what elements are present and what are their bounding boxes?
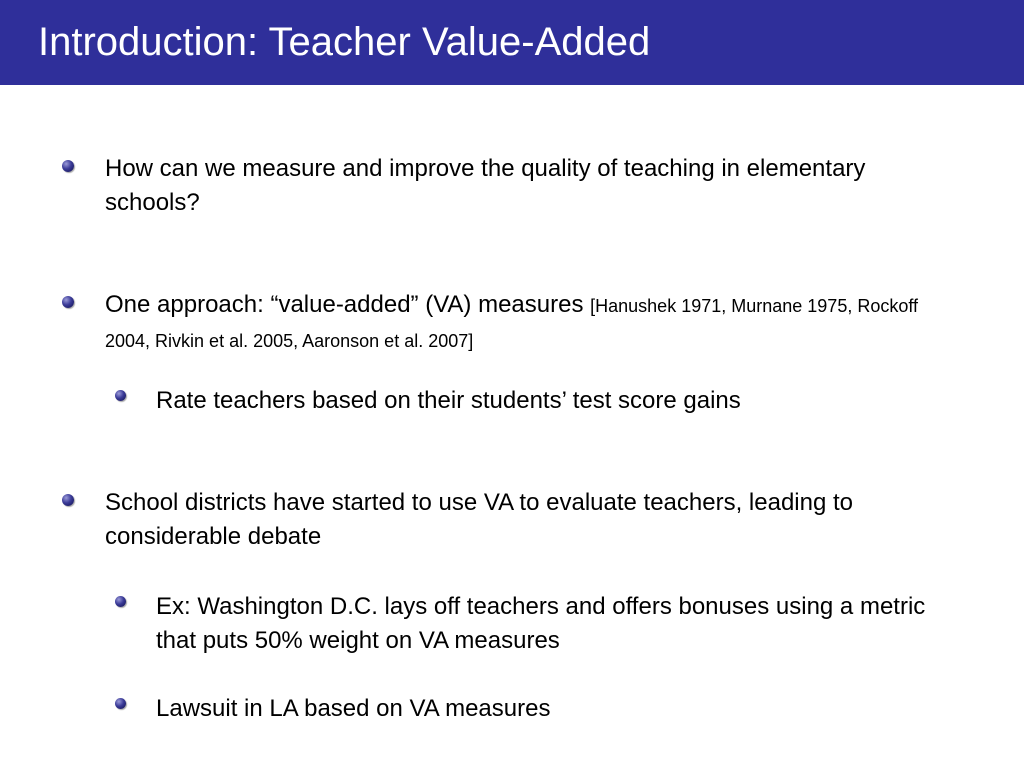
- bullet-dot-icon: [115, 596, 126, 607]
- bullet-2-citation: [Hanushek 1971, Murnane 1975, Rockoff 2004, Rivkin et al. 2005, Aaronson et al. 2007]: [105, 296, 919, 351]
- bullet-2: [62, 288, 962, 358]
- bullet-2-text: [105, 288, 955, 358]
- bullet-dot-icon: [115, 698, 126, 709]
- bullet-dot-icon: [115, 390, 126, 401]
- bullet-2-sub-1: [115, 384, 975, 418]
- bullet-3-sub-1-text: Ex: Washington D.C. lays off teachers and offers bonuses using a metric that puts 50% weight on VA measures: [156, 593, 926, 654]
- title-bar: [0, 0, 1024, 85]
- bullet-3: [62, 486, 982, 554]
- bullet-2-sub-1-text: Rate teachers based on their students’ test score gains: [156, 387, 741, 414]
- bullet-2-main: One approach: “value-added” (VA) measures: [105, 291, 591, 318]
- bullet-dot-icon: [62, 296, 74, 308]
- bullet-dot-icon: [62, 494, 74, 506]
- bullet-1-text: How can we measure and improve the quality of teaching in elementary schools?: [105, 155, 866, 216]
- bullet-3-text: School districts have started to use VA to evaluate teachers, leading to considerable debate: [105, 489, 853, 550]
- bullet-dot-icon: [62, 160, 74, 172]
- bullet-3-sub-1: [115, 590, 975, 658]
- bullet-1: [62, 152, 962, 220]
- bullet-3-sub-2: [115, 692, 975, 726]
- bullet-3-sub-2-text: Lawsuit in LA based on VA measures: [156, 695, 551, 722]
- slide-title: Introduction: Teacher Value-Added: [38, 20, 651, 64]
